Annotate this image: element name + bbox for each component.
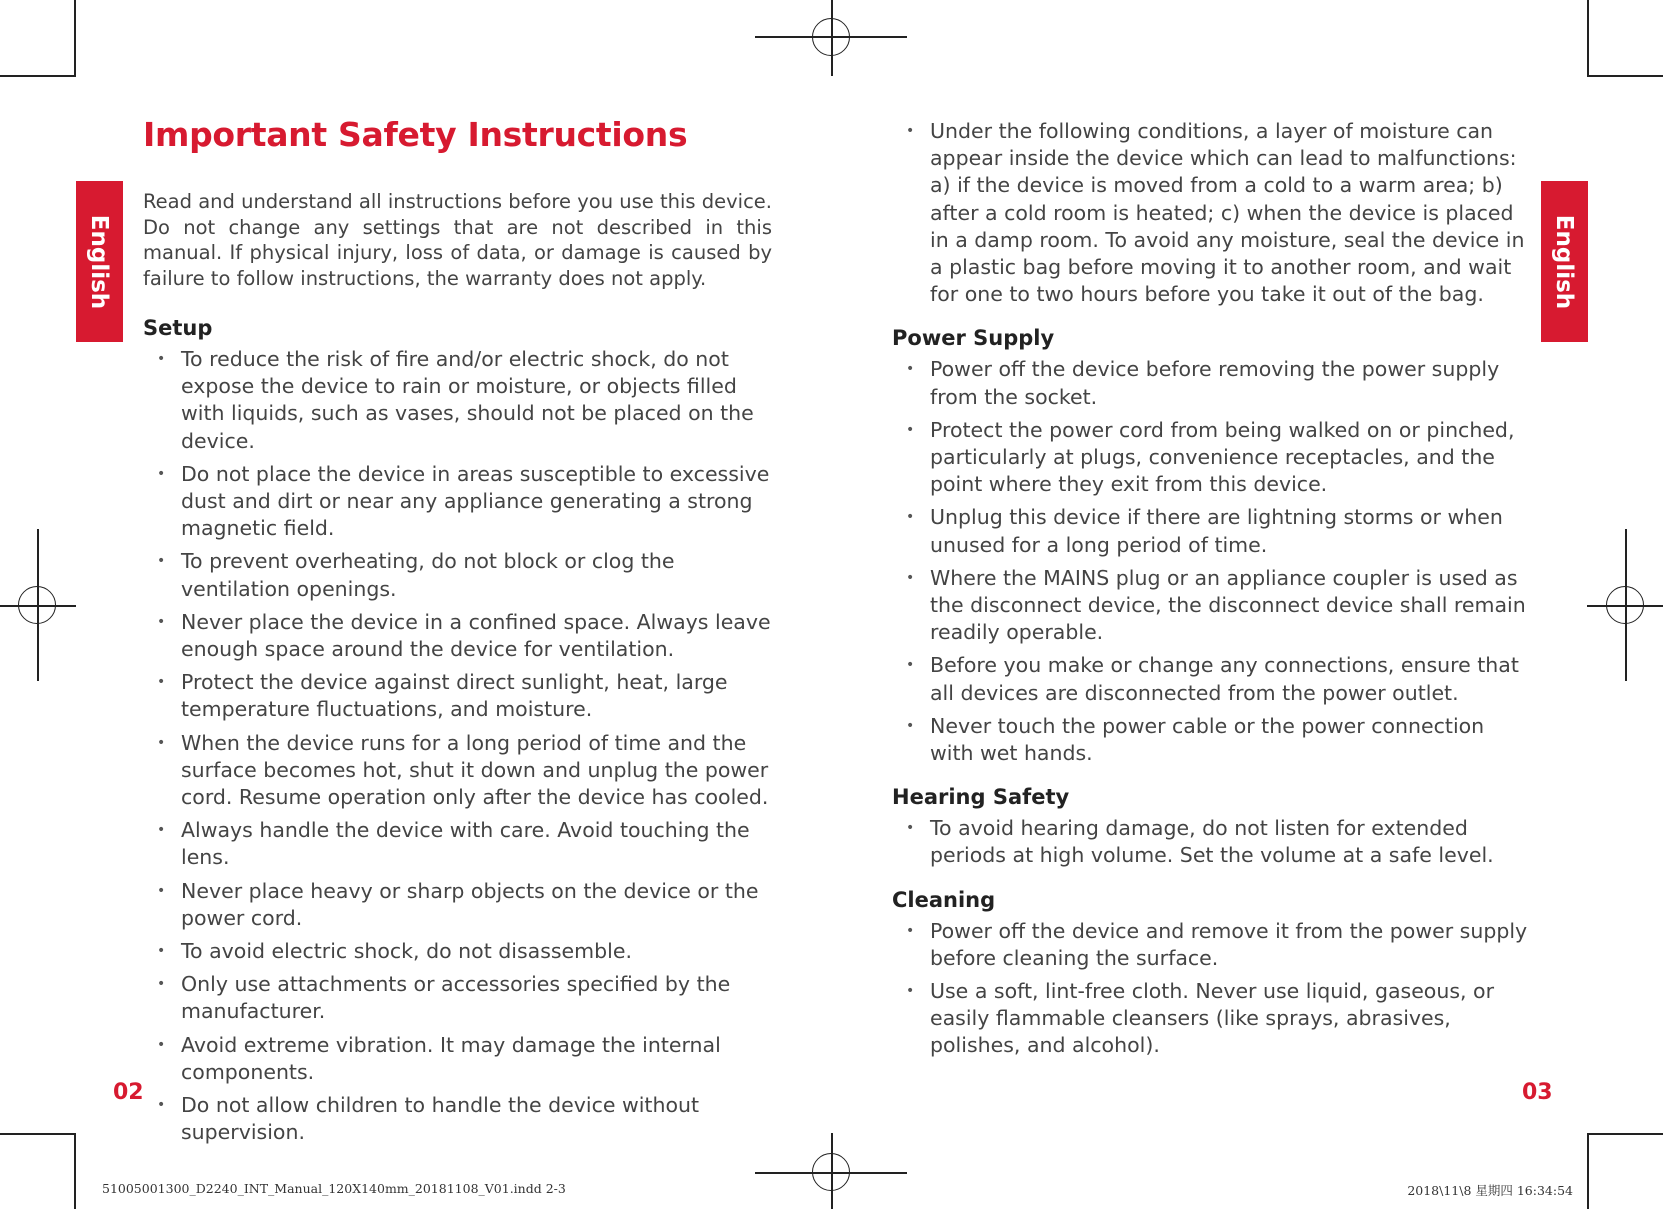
list-item: • Never place the device in a confined space. Always leave enough space around the device for ventilation. [143,609,783,663]
intro-paragraph: Read and understand all instructions before you use this device. Do not change any settings that are not described in this manual. If physical injury, loss of data, or damage is caused by failure to follow instructions, the warranty does not apply. [143,190,772,290]
date-slug: 2018\11\8 星期四 16:34:54 [1407,1183,1573,1198]
right-column [892,118,1532,1078]
section-heading: Power Supply [892,326,1055,351]
power-supply-list [892,356,1532,767]
list-item: • Do not place the device in areas susceptible to excessive dust and dirt or near any appliance generating a strong magnetic field. [143,461,783,543]
list-item: • Do not allow children to handle the device without supervision. [143,1092,783,1146]
power-supply-section [892,326,1532,767]
language-tab-label: English [86,214,113,309]
page-number-right: 03 [1522,1080,1553,1105]
list-item: • Never touch the power cable or the power connection with wet hands. [892,713,1532,767]
list-item: • Power off the device before removing the power supply from the socket. [892,356,1532,410]
setup-section [143,316,783,1152]
list-item: • To prevent overheating, do not block or clog the ventilation openings. [143,548,783,602]
language-tab-right [1541,181,1588,342]
list-item: • Unplug this device if there are lightning storms or when unused for a long period of time. [892,504,1532,558]
hearing-safety-list [892,815,1532,869]
list-item: • To avoid electric shock, do not disassemble. [143,938,783,965]
list-item: • Use a soft, lint-free cloth. Never use liquid, gaseous, or easily flammable cleansers (like sprays, abrasives, polishes, and alcohol). [892,978,1532,1060]
list-item: • Protect the device against direct sunlight, heat, large temperature fluctuations, and moisture. [143,669,783,723]
list-item: • Under the following conditions, a layer of moisture can appear inside the device which can lead to malfunctions: a) if the device is moved from a cold to a warm area; b) after a cold room is heated; c) when the device is placed in a damp room. To avoid any moisture, seal the device in a plastic bag before moving it to another room, and wait for one to two hours before you take it out of the bag. [892,118,1532,308]
cleaning-section [892,888,1532,1060]
hearing-safety-section [892,785,1532,869]
section-heading: Setup [143,316,213,340]
list-item: • When the device runs for a long period of time and the surface becomes hot, shut it down and unplug the power cord. Resume operation only after the device has cooled. [143,730,783,812]
section-heading: Hearing Safety [892,785,1070,810]
language-tab-left [76,181,123,342]
list-item: • Only use attachments or accessories specified by the manufacturer. [143,971,783,1025]
list-item: • Before you make or change any connections, ensure that all devices are disconnected from the power outlet. [892,652,1532,706]
list-item: • Power off the device and remove it from the power supply before cleaning the surface. [892,918,1532,972]
page-number-left: 02 [113,1080,144,1105]
setup-list [143,346,783,1146]
list-item: • Protect the power cord from being walked on or pinched, particularly at plugs, convenience receptacles, and the point where they exit from this device. [892,417,1532,499]
list-item: • To reduce the risk of fire and/or electric shock, do not expose the device to rain or moisture, or objects filled with liquids, such as vases, should not be placed on the device. [143,346,783,455]
file-slug: 51005001300_D2240_INT_Manual_120X140mm_20181108_V01.indd 2-3 [102,1181,566,1196]
list-item: • Avoid extreme vibration. It may damage the internal components. [143,1032,783,1086]
list-item: • Never place heavy or sharp objects on the device or the power cord. [143,878,783,932]
list-item: • To avoid hearing damage, do not listen for extended periods at high volume. Set the volume at a safe level. [892,815,1532,869]
moisture-list [892,118,1532,308]
list-item: • Always handle the device with care. Avoid touching the lens. [143,817,783,871]
language-tab-label: English [1551,214,1578,309]
section-heading: Cleaning [892,887,996,912]
list-item: • Where the MAINS plug or an appliance coupler is used as the disconnect device, the disconnect device shall remain readily operable. [892,565,1532,647]
cleaning-list [892,918,1532,1060]
moisture-section [892,118,1532,308]
page-title: Important Safety Instructions [143,115,688,154]
